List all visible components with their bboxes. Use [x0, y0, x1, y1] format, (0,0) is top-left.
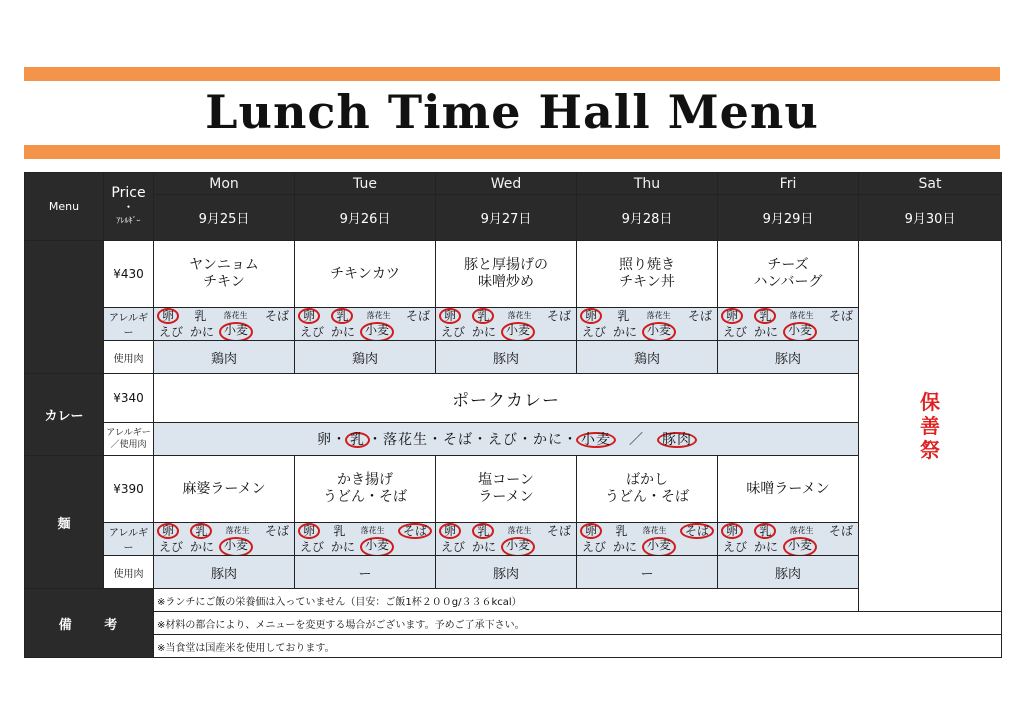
- allergen-line-2: [156, 324, 292, 340]
- allergen-meat-label-line1: アレルギー: [106, 428, 151, 438]
- header-day: Thu: [577, 173, 718, 195]
- allergen-line-2: [579, 324, 715, 340]
- allergen-soba: そば: [264, 524, 289, 538]
- allergen-crab: かに: [331, 325, 356, 339]
- allergen-crab: かに: [190, 325, 215, 339]
- price-noodles: ¥390: [104, 456, 154, 523]
- allergen-peanut: 落花生: [507, 526, 532, 535]
- allergen-shrimp: えび: [723, 540, 748, 554]
- allergen-peanut: 落花生: [507, 311, 532, 320]
- allergen-peanut: 落花生: [360, 526, 385, 535]
- curry-slash: ／: [614, 432, 659, 448]
- allergen-milk: 乳: [472, 523, 494, 539]
- allergen-crab: かに: [472, 325, 497, 339]
- allergen-shrimp: えび: [441, 540, 466, 554]
- allergen-crab: かに: [754, 540, 779, 554]
- header-date: 9月29日: [718, 195, 859, 241]
- allergen-egg: 卵: [157, 523, 179, 539]
- dish-name: かき揚げ うどん・そば: [295, 456, 436, 523]
- allergen-soba: そば: [398, 523, 432, 539]
- allergen-egg: 卵: [439, 308, 461, 324]
- meat-cell: 豚肉: [436, 556, 577, 589]
- allergen-peanut: 落花生: [225, 526, 250, 535]
- allergen-line-2: [720, 324, 856, 340]
- meat-cell: 豚肉: [154, 556, 295, 589]
- allergen-line-1: [297, 523, 433, 539]
- header-date: 9月26日: [295, 195, 436, 241]
- allergen-milk: 乳: [754, 523, 776, 539]
- allergen-crab: かに: [190, 540, 215, 554]
- curry-allergen-rest: ・落花生・そば・えび・かに・: [368, 432, 578, 448]
- dish-name: ばかし うどん・そば: [577, 456, 718, 523]
- allergen-soba: そば: [264, 309, 289, 323]
- allergen-line-1: [579, 523, 715, 539]
- header-date: 9月28日: [577, 195, 718, 241]
- header-date: 9月27日: [436, 195, 577, 241]
- allergen-crab: かに: [613, 325, 638, 339]
- header-allergen: ｱﾚﾙｷﾞｰ: [116, 215, 141, 225]
- allergen-soba: そば: [828, 524, 853, 538]
- allergen-cell: [577, 308, 718, 341]
- allergen-egg: 卵: [721, 523, 743, 539]
- allergen-shrimp: えび: [159, 325, 184, 339]
- allergen-wheat: 小麦: [783, 537, 817, 556]
- dish-name: チキンカツ: [295, 241, 436, 308]
- allergen-egg: 卵: [580, 523, 602, 539]
- allergen-milk: 乳: [615, 524, 628, 538]
- allergen-wheat: 小麦: [642, 537, 676, 556]
- allergen-peanut: 落花生: [223, 311, 248, 320]
- remark-note: ※材料の都合により、メニューを変更する場合がございます。予めご了承下さい。: [154, 612, 1002, 635]
- allergen-cell: [154, 523, 295, 556]
- allergen-peanut: 落花生: [642, 526, 667, 535]
- dish-name: 塩コーン ラーメン: [436, 456, 577, 523]
- allergen-crab: かに: [754, 325, 779, 339]
- curry-sep: ・: [332, 432, 347, 448]
- allergen-line-1: [156, 308, 292, 324]
- meat-cell: 鶏肉: [154, 341, 295, 374]
- meat-cell: ー: [295, 556, 436, 589]
- header-day: Wed: [436, 173, 577, 195]
- allergen-crab: かに: [613, 540, 638, 554]
- allergen-egg: 卵: [580, 308, 602, 324]
- allergen-shrimp: えび: [300, 540, 325, 554]
- header-price: Price: [111, 184, 146, 201]
- allergen-soba: そば: [546, 309, 571, 323]
- allergen-line-2: [297, 539, 433, 555]
- header-price-allergen: [104, 173, 154, 241]
- dish-name: 麻婆ラーメン: [154, 456, 295, 523]
- allergen-shrimp: えび: [723, 325, 748, 339]
- meat-label: 使用肉: [104, 556, 154, 589]
- dish-name: 照り焼き チキン丼: [577, 241, 718, 308]
- allergen-wheat: 小麦: [501, 537, 535, 556]
- allergen-egg: 卵: [298, 523, 320, 539]
- price-set-meal: ¥430: [104, 241, 154, 308]
- allergen-line-2: [438, 324, 574, 340]
- category-noodles: 麺: [25, 456, 104, 589]
- allergen-soba: そば: [405, 309, 430, 323]
- allergen-cell: [154, 308, 295, 341]
- allergen-line-2: [156, 539, 292, 555]
- allergen-cell: [436, 308, 577, 341]
- curry-allergen-milk: 乳: [345, 432, 370, 448]
- allergen-label: アレルギー: [104, 523, 154, 556]
- allergen-peanut: 落花生: [646, 311, 671, 320]
- allergen-wheat: 小麦: [219, 537, 253, 556]
- allergen-line-2: [438, 539, 574, 555]
- allergen-milk: 乳: [754, 308, 776, 324]
- allergen-line-1: [297, 308, 433, 324]
- allergen-egg: 卵: [439, 523, 461, 539]
- allergen-line-2: [720, 539, 856, 555]
- allergen-wheat: 小麦: [360, 322, 394, 341]
- allergen-cell: [295, 308, 436, 341]
- allergen-milk: 乳: [617, 309, 630, 323]
- remark-note: ※ランチにご飯の栄養価は入っていません（目安：ご飯1杯２００g/３３６kcal）: [154, 589, 1002, 612]
- allergen-line-1: [438, 308, 574, 324]
- allergen-line-1: [720, 523, 856, 539]
- allergen-peanut: 落花生: [366, 311, 391, 320]
- allergen-meat-label-line2: ／使用肉: [110, 440, 147, 450]
- allergen-shrimp: えび: [582, 325, 607, 339]
- dish-name: 豚と厚揚げの 味噌炒め: [436, 241, 577, 308]
- allergen-line-2: [579, 539, 715, 555]
- dish-name: ヤンニョム チキン: [154, 241, 295, 308]
- allergen-cell: [295, 523, 436, 556]
- remark-note: ※当食堂は国産米を使用しております。: [154, 635, 1002, 658]
- allergen-wheat: 小麦: [360, 537, 394, 556]
- allergen-line-1: [156, 523, 292, 539]
- allergen-egg: 卵: [298, 308, 320, 324]
- curry-allergen-wheat: 小麦: [576, 432, 616, 448]
- meat-label: 使用肉: [104, 341, 154, 374]
- allergen-shrimp: えび: [159, 540, 184, 554]
- header-day: Sat: [859, 173, 1002, 195]
- allergen-milk: 乳: [472, 308, 494, 324]
- header-date: 9月25日: [154, 195, 295, 241]
- header-date: 9月30日: [859, 195, 1002, 241]
- curry-allergen-meat: [154, 423, 859, 456]
- category-set-meal: [25, 241, 104, 374]
- allergen-wheat: 小麦: [783, 322, 817, 341]
- allergen-egg: 卵: [721, 308, 743, 324]
- meat-cell: 豚肉: [718, 341, 859, 374]
- meat-cell: 鶏肉: [295, 341, 436, 374]
- dish-name: 味噌ラーメン: [718, 456, 859, 523]
- bottom-orange-stripe: [24, 145, 1000, 159]
- page-title: Lunch Time Hall Menu: [205, 85, 819, 139]
- allergen-line-2: [297, 324, 433, 340]
- header-dot: ・: [122, 199, 135, 214]
- allergen-cell: [436, 523, 577, 556]
- allergen-milk: 乳: [194, 309, 207, 323]
- allergen-shrimp: えび: [582, 540, 607, 554]
- allergen-soba: そば: [828, 309, 853, 323]
- allergen-soba: そば: [680, 523, 714, 539]
- top-orange-stripe: [24, 67, 1000, 81]
- allergen-soba: そば: [687, 309, 712, 323]
- header-day: Tue: [295, 173, 436, 195]
- header-menu: Menu: [25, 173, 104, 241]
- price-curry: ¥340: [104, 374, 154, 423]
- allergen-shrimp: えび: [300, 325, 325, 339]
- meat-cell: ー: [577, 556, 718, 589]
- allergen-soba: そば: [546, 524, 571, 538]
- allergen-milk: 乳: [190, 523, 212, 539]
- allergen-cell: [577, 523, 718, 556]
- meat-cell: 鶏肉: [577, 341, 718, 374]
- remarks-label: 備 考: [25, 589, 154, 658]
- allergen-milk: 乳: [333, 524, 346, 538]
- header-day: Mon: [154, 173, 295, 195]
- curry-meat: 豚肉: [657, 432, 697, 448]
- allergen-wheat: 小麦: [642, 322, 676, 341]
- allergen-wheat: 小麦: [501, 322, 535, 341]
- meat-cell: 豚肉: [436, 341, 577, 374]
- allergen-milk: 乳: [331, 308, 353, 324]
- meat-cell: 豚肉: [718, 556, 859, 589]
- category-curry: カレー: [25, 374, 104, 456]
- allergen-line-1: [579, 308, 715, 324]
- allergen-line-1: [438, 523, 574, 539]
- curry-allergen-egg: 卵: [317, 432, 332, 448]
- saturday-festival: 保 善 祭: [859, 241, 1002, 612]
- menu-table: [24, 172, 1002, 658]
- allergen-egg: 卵: [157, 308, 179, 324]
- allergen-wheat: 小麦: [219, 322, 253, 341]
- allergen-crab: かに: [472, 540, 497, 554]
- dish-name: チーズ ハンバーグ: [718, 241, 859, 308]
- dish-curry: ポークカレー: [154, 374, 859, 423]
- allergen-crab: かに: [331, 540, 356, 554]
- allergen-peanut: 落花生: [789, 311, 814, 320]
- allergen-peanut: 落花生: [789, 526, 814, 535]
- allergen-label: アレルギー: [104, 308, 154, 341]
- header-day: Fri: [718, 173, 859, 195]
- allergen-meat-label: [104, 423, 154, 456]
- allergen-line-1: [720, 308, 856, 324]
- allergen-cell: [718, 523, 859, 556]
- allergen-shrimp: えび: [441, 325, 466, 339]
- allergen-cell: [718, 308, 859, 341]
